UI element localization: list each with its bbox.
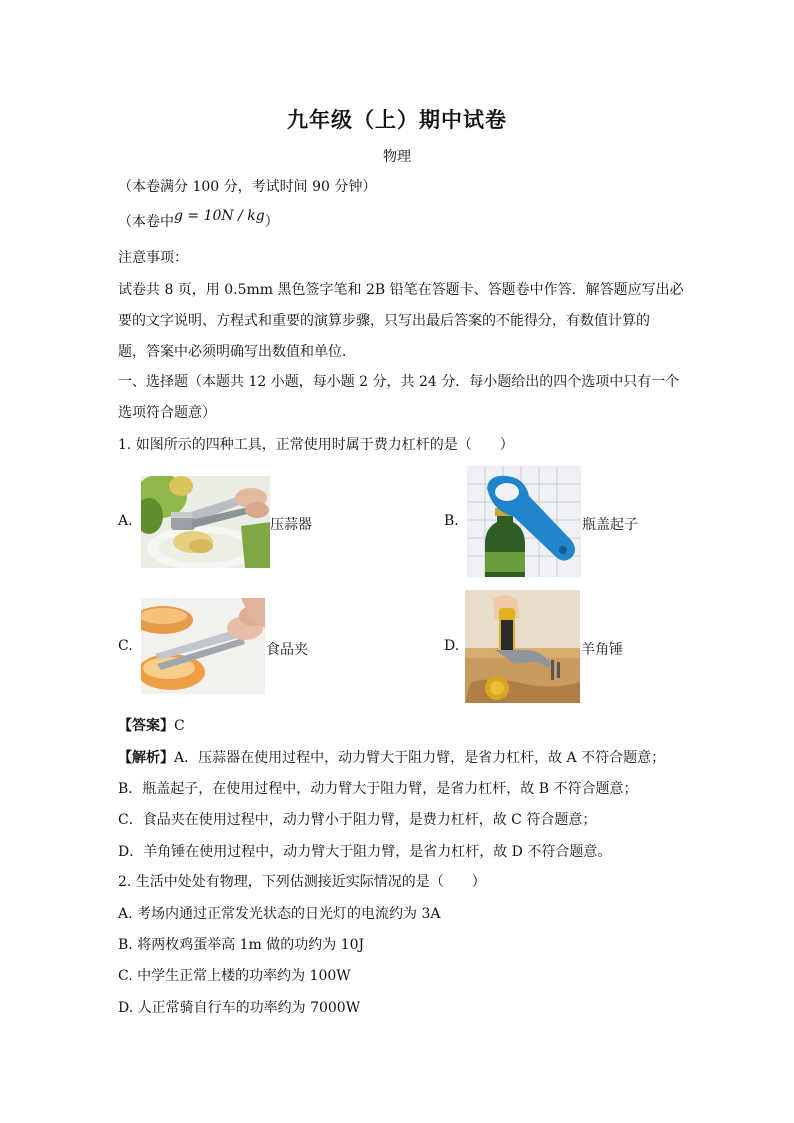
question-1-stem: 1. 如图所示的四种工具，正常使用时属于费力杠杆的是（ ） <box>118 437 514 453</box>
claw-hammer-image <box>465 590 580 703</box>
question-2-stem: 2. 生活中处处有物理，下列估测接近实际情况的是（ ） <box>118 874 486 890</box>
notice-line: 题，答案中必须明确写出数值和单位． <box>118 344 356 360</box>
notice-line: 要的文字说明、方程式和重要的演算步骤，只写出最后答案的不能得分，有数值计算的 <box>118 313 650 329</box>
option-a-letter: A. <box>118 513 133 529</box>
q2-option: C. 中学生正常上楼的功率约为 100W <box>118 968 351 984</box>
garlic-press-image <box>141 476 270 568</box>
analysis-line <box>118 748 665 768</box>
analysis-line: D．羊角锤在使用过程中，动力臂大于阻力臂，是省力杠杆，故 D 不符合题意。 <box>118 844 612 860</box>
option-a-name: 压蒜器 <box>270 517 312 533</box>
subject-label: 物理 <box>383 149 411 165</box>
option-c-name: 食品夹 <box>266 642 308 658</box>
notice-line: 试卷共 8 页，用 0.5mm 黑色签字笔和 2B 铅笔在答题卡、答题卷中作答．解答题应写出必 <box>118 282 684 298</box>
answer-label: 【答案】 <box>118 718 174 734</box>
option-b-letter: B. <box>444 513 459 529</box>
analysis-text: A．压蒜器在使用过程中，动力臂大于阻力臂，是省力杠杆，故 A 不符合题意； <box>174 750 666 766</box>
gravity-note-prefix: （本卷中 <box>118 214 174 230</box>
q2-option: A. 考场内通过正常发光状态的日光灯的电流约为 3A <box>118 906 441 922</box>
option-d-name: 羊角锤 <box>581 642 623 658</box>
option-c-letter: C. <box>118 638 133 654</box>
gravity-note-suffix: ） <box>264 214 279 230</box>
answer-value: C <box>174 718 185 734</box>
page-title: 九年级（上）期中试卷 <box>287 107 507 132</box>
score-time-note: （本卷满分 100 分，考试时间 90 分钟） <box>118 179 377 195</box>
analysis-line: B．瓶盖起子，在使用过程中，动力臂大于阻力臂，是省力杠杆，故 B 不符合题意； <box>118 781 638 797</box>
notice-title: 注意事项： <box>118 250 188 266</box>
bottle-opener-image <box>467 466 581 577</box>
answer-line <box>118 716 185 736</box>
food-tongs-image <box>141 598 265 694</box>
q2-option: D. 人正常骑自行车的功率约为 7000W <box>118 1000 361 1016</box>
option-d-letter: D. <box>444 638 460 654</box>
analysis-line: C．食品夹在使用过程中，动力臂小于阻力臂，是费力杠杆，故 C 符合题意； <box>118 812 597 828</box>
analysis-label: 【解析】 <box>118 750 174 766</box>
option-b-name: 瓶盖起子 <box>582 517 638 533</box>
section-heading: 选项符合题意） <box>118 405 216 421</box>
q2-option: B. 将两枚鸡蛋举高 1m 做的功约为 10J <box>118 937 365 953</box>
gravity-note <box>118 208 279 232</box>
section-heading: 一、选择题（本题共 12 小题，每小题 2 分，共 24 分．每小题给出的四个选项中只有一个 <box>118 374 680 390</box>
gravity-formula: g = 10N / kg <box>174 208 265 224</box>
